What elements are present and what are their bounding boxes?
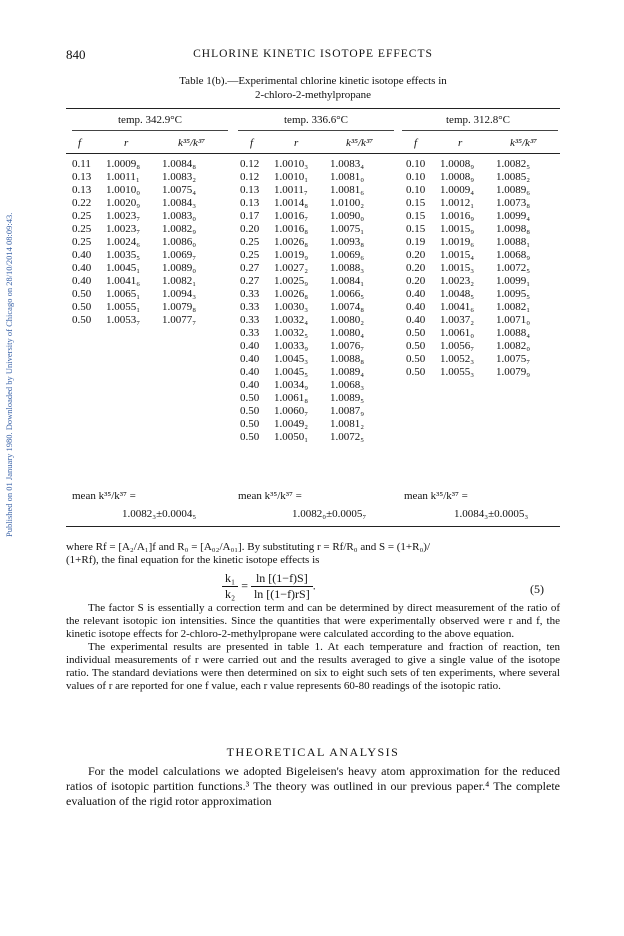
table-cell: 1.0069₆ (330, 249, 365, 261)
table-cell: 0.40 (406, 314, 426, 326)
table-cell: 0.40 (240, 340, 260, 352)
group-2-col-f: f (250, 137, 254, 149)
paragraph-theory-text: For the model calculations we adopted Bigeleisen's heavy atom approximation for the reduced ratios of isotopic partition functions.³ The theory was outlined in our previous paper.⁴ The complete evaluation of the rigid rotor approximation (66, 764, 560, 808)
table-cell: 0.10 (406, 184, 426, 196)
group-1-f-column (72, 158, 91, 327)
body-paragraphs (66, 602, 560, 693)
table-cell: 1.0099₁ (496, 275, 531, 287)
table-cell: 0.13 (72, 184, 92, 196)
table-cell: 1.0023₇ (106, 223, 141, 235)
table-cell: 1.0076₇ (330, 340, 365, 352)
table-cell: 0.40 (240, 353, 260, 365)
equation-lhs-numerator: k₁ (222, 571, 238, 587)
table-cell: 0.15 (406, 210, 426, 222)
table-cell: 1.0015₉ (440, 223, 475, 235)
table-cell: 0.33 (240, 288, 260, 300)
paragraph-where-line1: where Rf = [A₂/A₁]f and R₀ = [A₀₂/A₀₁]. By substituting r = Rf/R₀ and S = (1+R₀)/ (66, 541, 431, 553)
group-2-k-column (330, 158, 364, 444)
table-cell: 0.33 (240, 301, 260, 313)
equation-tail: . (312, 578, 316, 593)
table-cell: 0.40 (72, 262, 92, 274)
equation-equals: = (241, 578, 251, 593)
table-cell: 0.12 (240, 158, 260, 170)
table-cell: 1.0094₃ (162, 288, 197, 300)
table-caption-line1: Table 1(b).—Experimental chlorine kinetic isotope effects in (179, 75, 447, 87)
table-cell: 1.0083₂ (162, 171, 197, 183)
paragraph-factor-s: The factor S is essentially a correction term and can be determined by direct measurement of the ratio of the relevant isotopic ion intensities. Since the quantities that were experimentally observed were r and f, the kinetic isotope effects for 2-chloro-2-methylpropane were calculated according to the above equation. (66, 602, 560, 640)
table-cell: 1.0088₃ (330, 262, 365, 274)
table-cell: 0.50 (406, 353, 426, 365)
table-cell: 1.0032₄ (274, 314, 309, 326)
table-cell: 1.0010₁ (274, 171, 309, 183)
table-cell: 1.0074₈ (330, 301, 365, 313)
table-cell: 1.0011₁ (106, 171, 140, 183)
table-cell: 1.0073₈ (496, 197, 531, 209)
table-cell: 0.10 (406, 171, 426, 183)
table-cell: 1.0072₅ (496, 262, 531, 274)
table-cell: 0.50 (240, 418, 260, 430)
table-cell: 1.0041₆ (106, 275, 141, 287)
table-cell: 0.25 (72, 223, 92, 235)
table-cell: 0.40 (240, 379, 260, 391)
table-cell: 0.27 (240, 275, 260, 287)
table-cell: 1.0093₈ (330, 236, 365, 248)
table-cell: 0.25 (240, 236, 260, 248)
table-cell: 1.0084₃ (162, 197, 197, 209)
table-cell: 1.0008₉ (440, 158, 475, 170)
group-1-mean-value: 1.0082₃±0.0004₅ (122, 508, 197, 520)
table-cell: 1.0053₇ (106, 314, 141, 326)
paragraph-where (66, 541, 560, 567)
equation-5 (222, 571, 316, 602)
table-cell: 1.0011₇ (274, 184, 308, 196)
table-cell: 1.0084₈ (162, 158, 197, 170)
table-top-rule (66, 108, 560, 109)
table-cell: 1.0052₃ (440, 353, 475, 365)
table-cell: 1.0077₇ (162, 314, 197, 326)
temp-group-2-header: temp. 336.6°C (284, 114, 348, 126)
table-cell: 0.50 (240, 405, 260, 417)
equation-number: (5) (530, 582, 544, 596)
table-cell: 0.17 (240, 210, 260, 222)
section-title: THEORETICAL ANALYSIS (226, 745, 400, 759)
table-cell: 0.15 (406, 197, 426, 209)
table-cell: 1.0098₈ (496, 223, 531, 235)
table-bottom-rule (66, 526, 560, 527)
table-cell: 1.0035₅ (106, 249, 141, 261)
table-cell: 1.0082₅ (496, 158, 531, 170)
table-cell: 0.13 (240, 184, 260, 196)
table-cell: 0.19 (406, 236, 426, 248)
table-cell: 1.0016₈ (274, 223, 309, 235)
table-cell: 1.0082₀ (496, 340, 531, 352)
table-cell: 1.0048₅ (440, 288, 475, 300)
table-cell: 1.0045₃ (274, 353, 309, 365)
table-cell: 1.0060₇ (274, 405, 309, 417)
table-cell: 1.0083₄ (330, 158, 365, 170)
group-2-col-k: k³⁵/k³⁷ (346, 137, 374, 149)
table-cell: 1.0055₁ (106, 301, 141, 313)
page-header (66, 47, 560, 61)
table-cell: 1.0088₄ (496, 327, 531, 339)
table-cell: 0.25 (72, 236, 92, 248)
table-cell: 0.25 (72, 210, 92, 222)
table-cell: 1.0088₈ (330, 353, 365, 365)
table-cell: 1.0095₅ (496, 288, 531, 300)
table-cell: 0.10 (406, 158, 426, 170)
table-cell: 1.0072₅ (330, 431, 365, 443)
group-2-f-column (240, 158, 259, 444)
table-cell: 0.20 (406, 249, 426, 261)
table-cell: 0.40 (72, 275, 92, 287)
table-cell: 0.50 (72, 288, 92, 300)
group-3-mean-value: 1.0084₃±0.0005₃ (454, 508, 529, 520)
table-cell: 1.0008₉ (440, 171, 475, 183)
table-cell: 0.12 (240, 171, 260, 183)
table-cell: 0.13 (72, 171, 92, 183)
table-cell: 1.0061₈ (274, 392, 309, 404)
table-cell: 1.0066₅ (330, 288, 365, 300)
table-cell: 1.0012₁ (440, 197, 475, 209)
group-1-col-k: k³⁵/k³⁷ (178, 137, 206, 149)
table-cell: 0.50 (406, 366, 426, 378)
table-cell: 1.0033₉ (274, 340, 309, 352)
table-cell: 0.13 (240, 197, 260, 209)
table-cell: 1.0014₈ (274, 197, 309, 209)
temp-group-1-header: temp. 342.9°C (118, 114, 182, 126)
table-cell: 1.0080₂ (330, 314, 365, 326)
table-cell: 0.50 (406, 327, 426, 339)
table-cell: 0.50 (240, 392, 260, 404)
equation-lhs-denominator: k₂ (225, 587, 236, 601)
group-1-mean-label: mean k³⁵/k³⁷ = (72, 490, 136, 502)
group-1-r-column (106, 158, 140, 327)
table-cell: 0.50 (406, 340, 426, 352)
group-1-col-r: r (124, 137, 129, 149)
group-3-col-f: f (414, 137, 418, 149)
table-cell: 1.0016₉ (440, 210, 475, 222)
group-3-mean-label: mean k³⁵/k³⁷ = (404, 490, 468, 502)
table-cell: 1.0026₈ (274, 288, 309, 300)
table-cell: 1.0061₀ (440, 327, 475, 339)
table-cell: 1.0050₁ (274, 431, 309, 443)
table-cell: 0.40 (406, 288, 426, 300)
table-cell: 1.0009₈ (106, 158, 141, 170)
table-cell: 1.0089₅ (330, 392, 365, 404)
table-cell: 1.0071₀ (496, 314, 531, 326)
equation-rhs-fraction (251, 571, 313, 602)
table-cell: 1.0045₁ (106, 262, 141, 274)
group-3-col-r: r (458, 137, 463, 149)
table-cell: 1.0068₃ (330, 379, 365, 391)
table-cell: 1.0032₅ (274, 327, 309, 339)
table-cell: 1.0081₂ (330, 418, 365, 430)
table-cell: 1.0049₂ (274, 418, 309, 430)
temp-group-2-rule (238, 130, 394, 131)
table-cell: 0.27 (240, 262, 260, 274)
table-cell: 1.0065₁ (106, 288, 141, 300)
running-title: CHLORINE KINETIC ISOTOPE EFFECTS (193, 48, 433, 60)
table-cell: 1.0041₆ (440, 301, 475, 313)
table-cell: 0.50 (72, 314, 92, 326)
table-cell: 1.0020₉ (106, 197, 141, 209)
group-3-col-k: k³⁵/k³⁷ (510, 137, 538, 149)
table-cell: 1.0023₂ (440, 275, 475, 287)
table-cell: 0.50 (240, 431, 260, 443)
table-cell: 1.0075₄ (162, 184, 197, 196)
table-cell: 0.40 (72, 249, 92, 261)
table-cell: 1.0081₀ (330, 171, 365, 183)
group-1-col-f: f (78, 137, 82, 149)
table-cell: 1.0010₀ (106, 184, 141, 196)
table-cell: 1.0068₉ (496, 249, 531, 261)
group-2-mean-label: mean k³⁵/k³⁷ = (238, 490, 302, 502)
table-cell: 0.33 (240, 314, 260, 326)
table-cell: 1.0089₀ (162, 262, 197, 274)
table-cell: 1.0084₁ (330, 275, 365, 287)
table-cell: 1.0045₅ (274, 366, 309, 378)
table-cell: 1.0086₀ (162, 236, 197, 248)
table-cell: 1.0069₇ (162, 249, 197, 261)
equation-rhs-numerator: ln [(1−f)S] (251, 571, 313, 587)
table-cell: 1.0024₆ (106, 236, 141, 248)
table-cell: 1.0019₉ (274, 249, 309, 261)
table-cell: 1.0079₈ (162, 301, 197, 313)
table-cell: 0.33 (240, 327, 260, 339)
table-cell: 1.0083₀ (162, 210, 197, 222)
table-cell: 1.0009₄ (440, 184, 475, 196)
table-cell: 1.0085₂ (496, 171, 531, 183)
table-header-rule (66, 153, 560, 154)
table-cell: 1.0100₂ (330, 197, 365, 209)
table-cell: 1.0034₉ (274, 379, 309, 391)
table-cell: 1.0082₉ (162, 223, 197, 235)
paragraph-experimental-results: The experimental results are presented in table 1. At each temperature and fraction of reaction, ten individual measurements of r were carried out and the results averaged to give a single value of the isotope ratio. The standard deviations were then determined on six to eight such sets of ten experiments, where several values of r are reported for one f value, each r value represents 60-80 readings of the isotopic ratio. (66, 641, 560, 692)
table-cell: 0.40 (240, 366, 260, 378)
group-3-k-column (496, 158, 530, 379)
table-cell: 0.20 (406, 275, 426, 287)
sidebar-publication-note: Published on 01 January 1980. Downloaded by University of Chicago on 28/10/2014 08:09:43. (4, 212, 14, 538)
table-cell: 1.0015₃ (440, 262, 475, 274)
group-3-r-column (440, 158, 474, 379)
table-cell: 0.50 (72, 301, 92, 313)
table-cell: 1.0080₄ (330, 327, 365, 339)
group-2-col-r: r (294, 137, 299, 149)
table-cell: 1.0090₀ (330, 210, 365, 222)
table-cell: 1.0081₆ (330, 184, 365, 196)
table-cell: 1.0030₃ (274, 301, 309, 313)
table-cell: 0.25 (240, 249, 260, 261)
table-cell: 1.0099₄ (496, 210, 531, 222)
paragraph-where-line2: (1+Rf), the final equation for the kinetic isotope effects is (66, 554, 320, 566)
table-cell: 1.0010₃ (274, 158, 309, 170)
table-caption-line2: 2-chloro-2-methylpropane (254, 89, 372, 101)
group-1-k-column (162, 158, 196, 327)
page-number: 840 (66, 47, 86, 62)
table-cell: 1.0025₉ (274, 275, 309, 287)
table-cell: 1.0055₃ (440, 366, 475, 378)
table-cell: 1.0027₂ (274, 262, 309, 274)
table-cell: 1.0075₁ (330, 223, 365, 235)
table-cell: 1.0016₇ (274, 210, 309, 222)
paragraph-theory (66, 764, 560, 809)
table-cell: 1.0056₇ (440, 340, 475, 352)
table-cell: 0.11 (72, 158, 91, 170)
temp-group-3-header: temp. 312.8°C (446, 114, 510, 126)
table-cell: 1.0082₁ (496, 301, 531, 313)
table-cell: 0.22 (72, 197, 92, 209)
group-2-mean-value: 1.0082₀±0.0005₇ (292, 508, 367, 520)
table-cell: 0.20 (240, 223, 260, 235)
temp-group-1-rule (72, 130, 228, 131)
table-cell: 1.0089₄ (330, 366, 365, 378)
temp-group-3-rule (402, 130, 558, 131)
table-cell: 1.0088₁ (496, 236, 531, 248)
table-cell: 1.0019₆ (440, 236, 475, 248)
table-cell: 1.0079₉ (496, 366, 531, 378)
table-caption (66, 74, 560, 102)
table-cell: 1.0089₆ (496, 184, 531, 196)
table-cell: 1.0023₇ (106, 210, 141, 222)
group-2-r-column (274, 158, 308, 444)
equation-lhs-fraction (222, 571, 238, 602)
table-cell: 1.0075₇ (496, 353, 531, 365)
group-3-f-column (406, 158, 425, 379)
table-cell: 1.0087₉ (330, 405, 365, 417)
equation-rhs-denominator: ln [(1−f)rS] (253, 587, 310, 601)
table-cell: 1.0015₄ (440, 249, 475, 261)
table-cell: 1.0082₁ (162, 275, 197, 287)
table-cell: 1.0026₈ (274, 236, 309, 248)
table-cell: 0.15 (406, 223, 426, 235)
table-cell: 1.0037₂ (440, 314, 475, 326)
table-cell: 0.20 (406, 262, 426, 274)
table-cell: 0.40 (406, 301, 426, 313)
